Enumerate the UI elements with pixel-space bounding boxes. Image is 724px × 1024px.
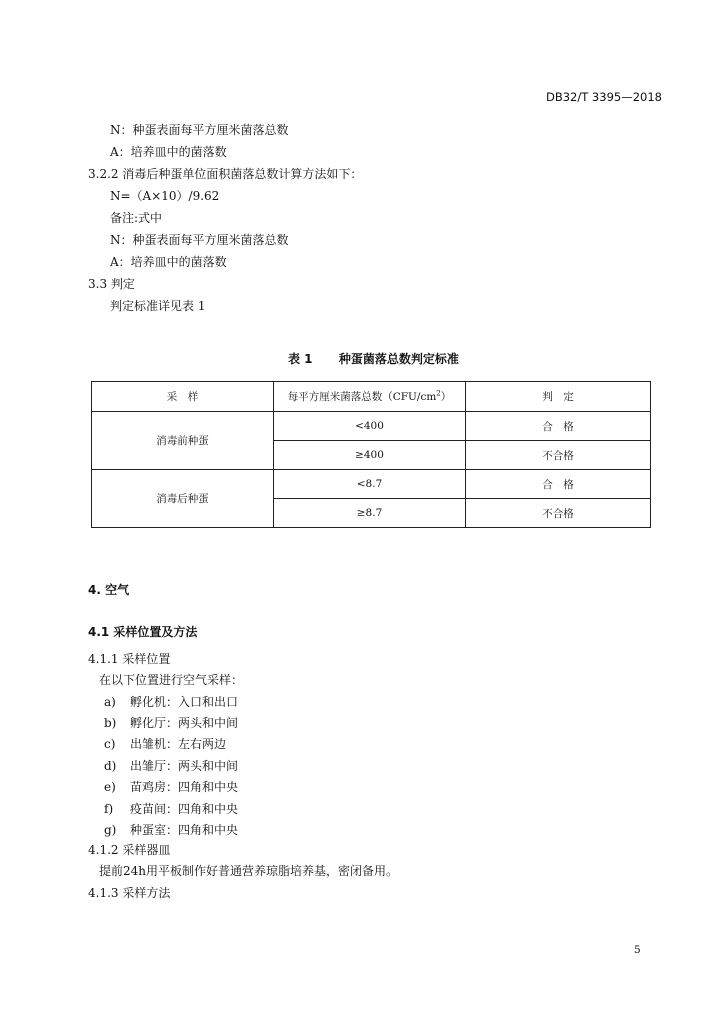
list-item [104, 780, 238, 794]
table-caption [288, 352, 459, 366]
judgement-cell: 合 格 [466, 470, 651, 499]
document-number: DB32/T 3395—2018 [546, 90, 662, 104]
list-item [104, 695, 238, 709]
header-colony-count [274, 382, 466, 412]
header-sample: 采 样 [92, 382, 274, 412]
list-text: 孵化机：入口和出口 [130, 695, 239, 709]
table-row [92, 470, 651, 499]
definition-n: N：种蛋表面每平方厘米菌落总数 [110, 233, 289, 247]
judgement-cell: 合 格 [466, 412, 651, 441]
medium-preparation-text: 提前24h用平板制作好普通营养琼脂培养基，密闭备用。 [99, 864, 399, 878]
value-cell: ≥8.7 [274, 499, 466, 528]
judgement-cell: 不合格 [466, 441, 651, 470]
note-label: 备注:式中 [110, 211, 163, 225]
header-unit-superscript: 2 [436, 389, 441, 398]
definition-n: N：种蛋表面每平方厘米菌落总数 [110, 123, 289, 137]
sampling-intro: 在以下位置进行空气采样： [99, 673, 244, 687]
list-text: 种蛋室：四角和中央 [130, 823, 239, 837]
list-item [104, 802, 238, 816]
list-marker: d) [104, 759, 117, 773]
list-text: 孵化厅：两头和中间 [130, 716, 239, 730]
header-judgement: 判 定 [466, 382, 651, 412]
value-cell: ≥400 [274, 441, 466, 470]
list-item [104, 716, 238, 730]
value-cell: <8.7 [274, 470, 466, 499]
clause-3-3-heading: 3.3 判定 [88, 277, 135, 291]
formula: N=（A×10）/9.62 [110, 189, 220, 203]
table-row [92, 412, 651, 441]
list-marker: b) [104, 716, 117, 730]
list-marker: e) [104, 780, 116, 794]
definition-a: A：培养皿中的菌落数 [110, 255, 227, 269]
header-colony-count-close: ） [440, 391, 452, 403]
clause-4-1-heading: 4.1 采样位置及方法 [88, 625, 198, 639]
definition-a: A：培养皿中的菌落数 [110, 145, 227, 159]
page-number: 5 [634, 944, 641, 956]
clause-4-1-2-heading: 4.1.2 采样器皿 [88, 843, 171, 857]
sample-cell: 消毒前种蛋 [92, 412, 274, 470]
section-4-heading: 4. 空气 [88, 583, 130, 597]
list-item [104, 737, 226, 751]
list-marker: g) [104, 823, 117, 837]
list-text: 苗鸡房：四角和中央 [130, 780, 239, 794]
clause-4-1-1-heading: 4.1.1 采样位置 [88, 652, 171, 666]
header-colony-count-text: 每平方厘米菌落总数（CFU/cm [287, 391, 437, 403]
colony-standard-table [91, 381, 651, 528]
clause-4-1-3-heading: 4.1.3 采样方法 [88, 886, 171, 900]
list-text: 出雏机：左右两边 [130, 737, 227, 751]
list-text: 出雏厅：两头和中间 [130, 759, 239, 773]
clause-3-2-2-heading: 3.2.2 消毒后种蛋单位面积菌落总数计算方法如下： [88, 167, 363, 181]
list-marker: c) [104, 737, 116, 751]
list-text: 疫苗间：四角和中央 [130, 802, 239, 816]
list-item [104, 759, 238, 773]
list-item [104, 823, 238, 837]
table-header-row [92, 382, 651, 412]
judgement-cell: 不合格 [466, 499, 651, 528]
list-marker: a) [104, 695, 116, 709]
table-caption-number: 表 1 [288, 352, 313, 366]
table-caption-title: 种蛋菌落总数判定标准 [338, 352, 459, 366]
judge-reference: 判定标准详见表 1 [110, 299, 206, 313]
sample-cell: 消毒后种蛋 [92, 470, 274, 528]
list-marker: f) [104, 802, 114, 816]
value-cell: <400 [274, 412, 466, 441]
